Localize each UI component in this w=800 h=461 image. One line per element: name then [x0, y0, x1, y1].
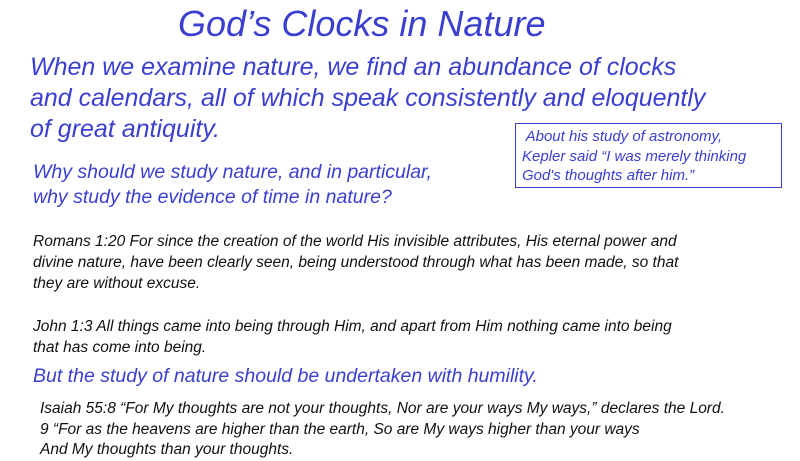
john-verse-line: that has come into being. — [33, 339, 207, 356]
question-paragraph — [33, 160, 432, 210]
romans-verse-line: divine nature, have been clearly seen, being understood through what has been made, so that — [33, 254, 679, 271]
john-verse-line: John 1:3 All things came into being through Him, and apart from Him nothing came into being — [33, 318, 672, 335]
humility-statement: But the study of nature should be undertaken with humility. — [33, 365, 538, 387]
romans-verse — [33, 231, 678, 294]
isaiah-verse-line: Isaiah 55:8 “For My thoughts are not your thoughts, Nor are your ways My ways,” declares the Lord. — [40, 400, 725, 417]
kepler-quote-line: God's thoughts after him.” — [522, 167, 695, 184]
romans-verse-line: Romans 1:20 For since the creation of the world His invisible attributes, His eternal power and — [33, 233, 677, 250]
intro-line: of great antiquity. — [30, 115, 220, 143]
romans-verse-line: they are without excuse. — [33, 275, 201, 292]
kepler-quote-line: Kepler said “I was merely thinking — [522, 147, 747, 165]
question-line: Why should we study nature, and in particular, — [33, 161, 432, 183]
question-line: why study the evidence of time in nature? — [33, 186, 392, 208]
isaiah-verse — [40, 399, 725, 461]
intro-line: and calendars, all of which speak consistently and eloquently — [30, 84, 706, 112]
intro-line: When we examine nature, we find an abundance of clocks — [30, 53, 677, 81]
kepler-quote-line: About his study of astronomy, — [522, 128, 723, 145]
isaiah-verse-line: 9 “For as the heavens are higher than the earth, So are My ways higher than your ways — [40, 420, 640, 438]
isaiah-verse-line: And My thoughts than your thoughts. — [40, 441, 294, 458]
john-verse — [33, 316, 672, 358]
kepler-quote — [522, 127, 746, 186]
slide-title: God’s Clocks in Nature — [178, 3, 546, 44]
